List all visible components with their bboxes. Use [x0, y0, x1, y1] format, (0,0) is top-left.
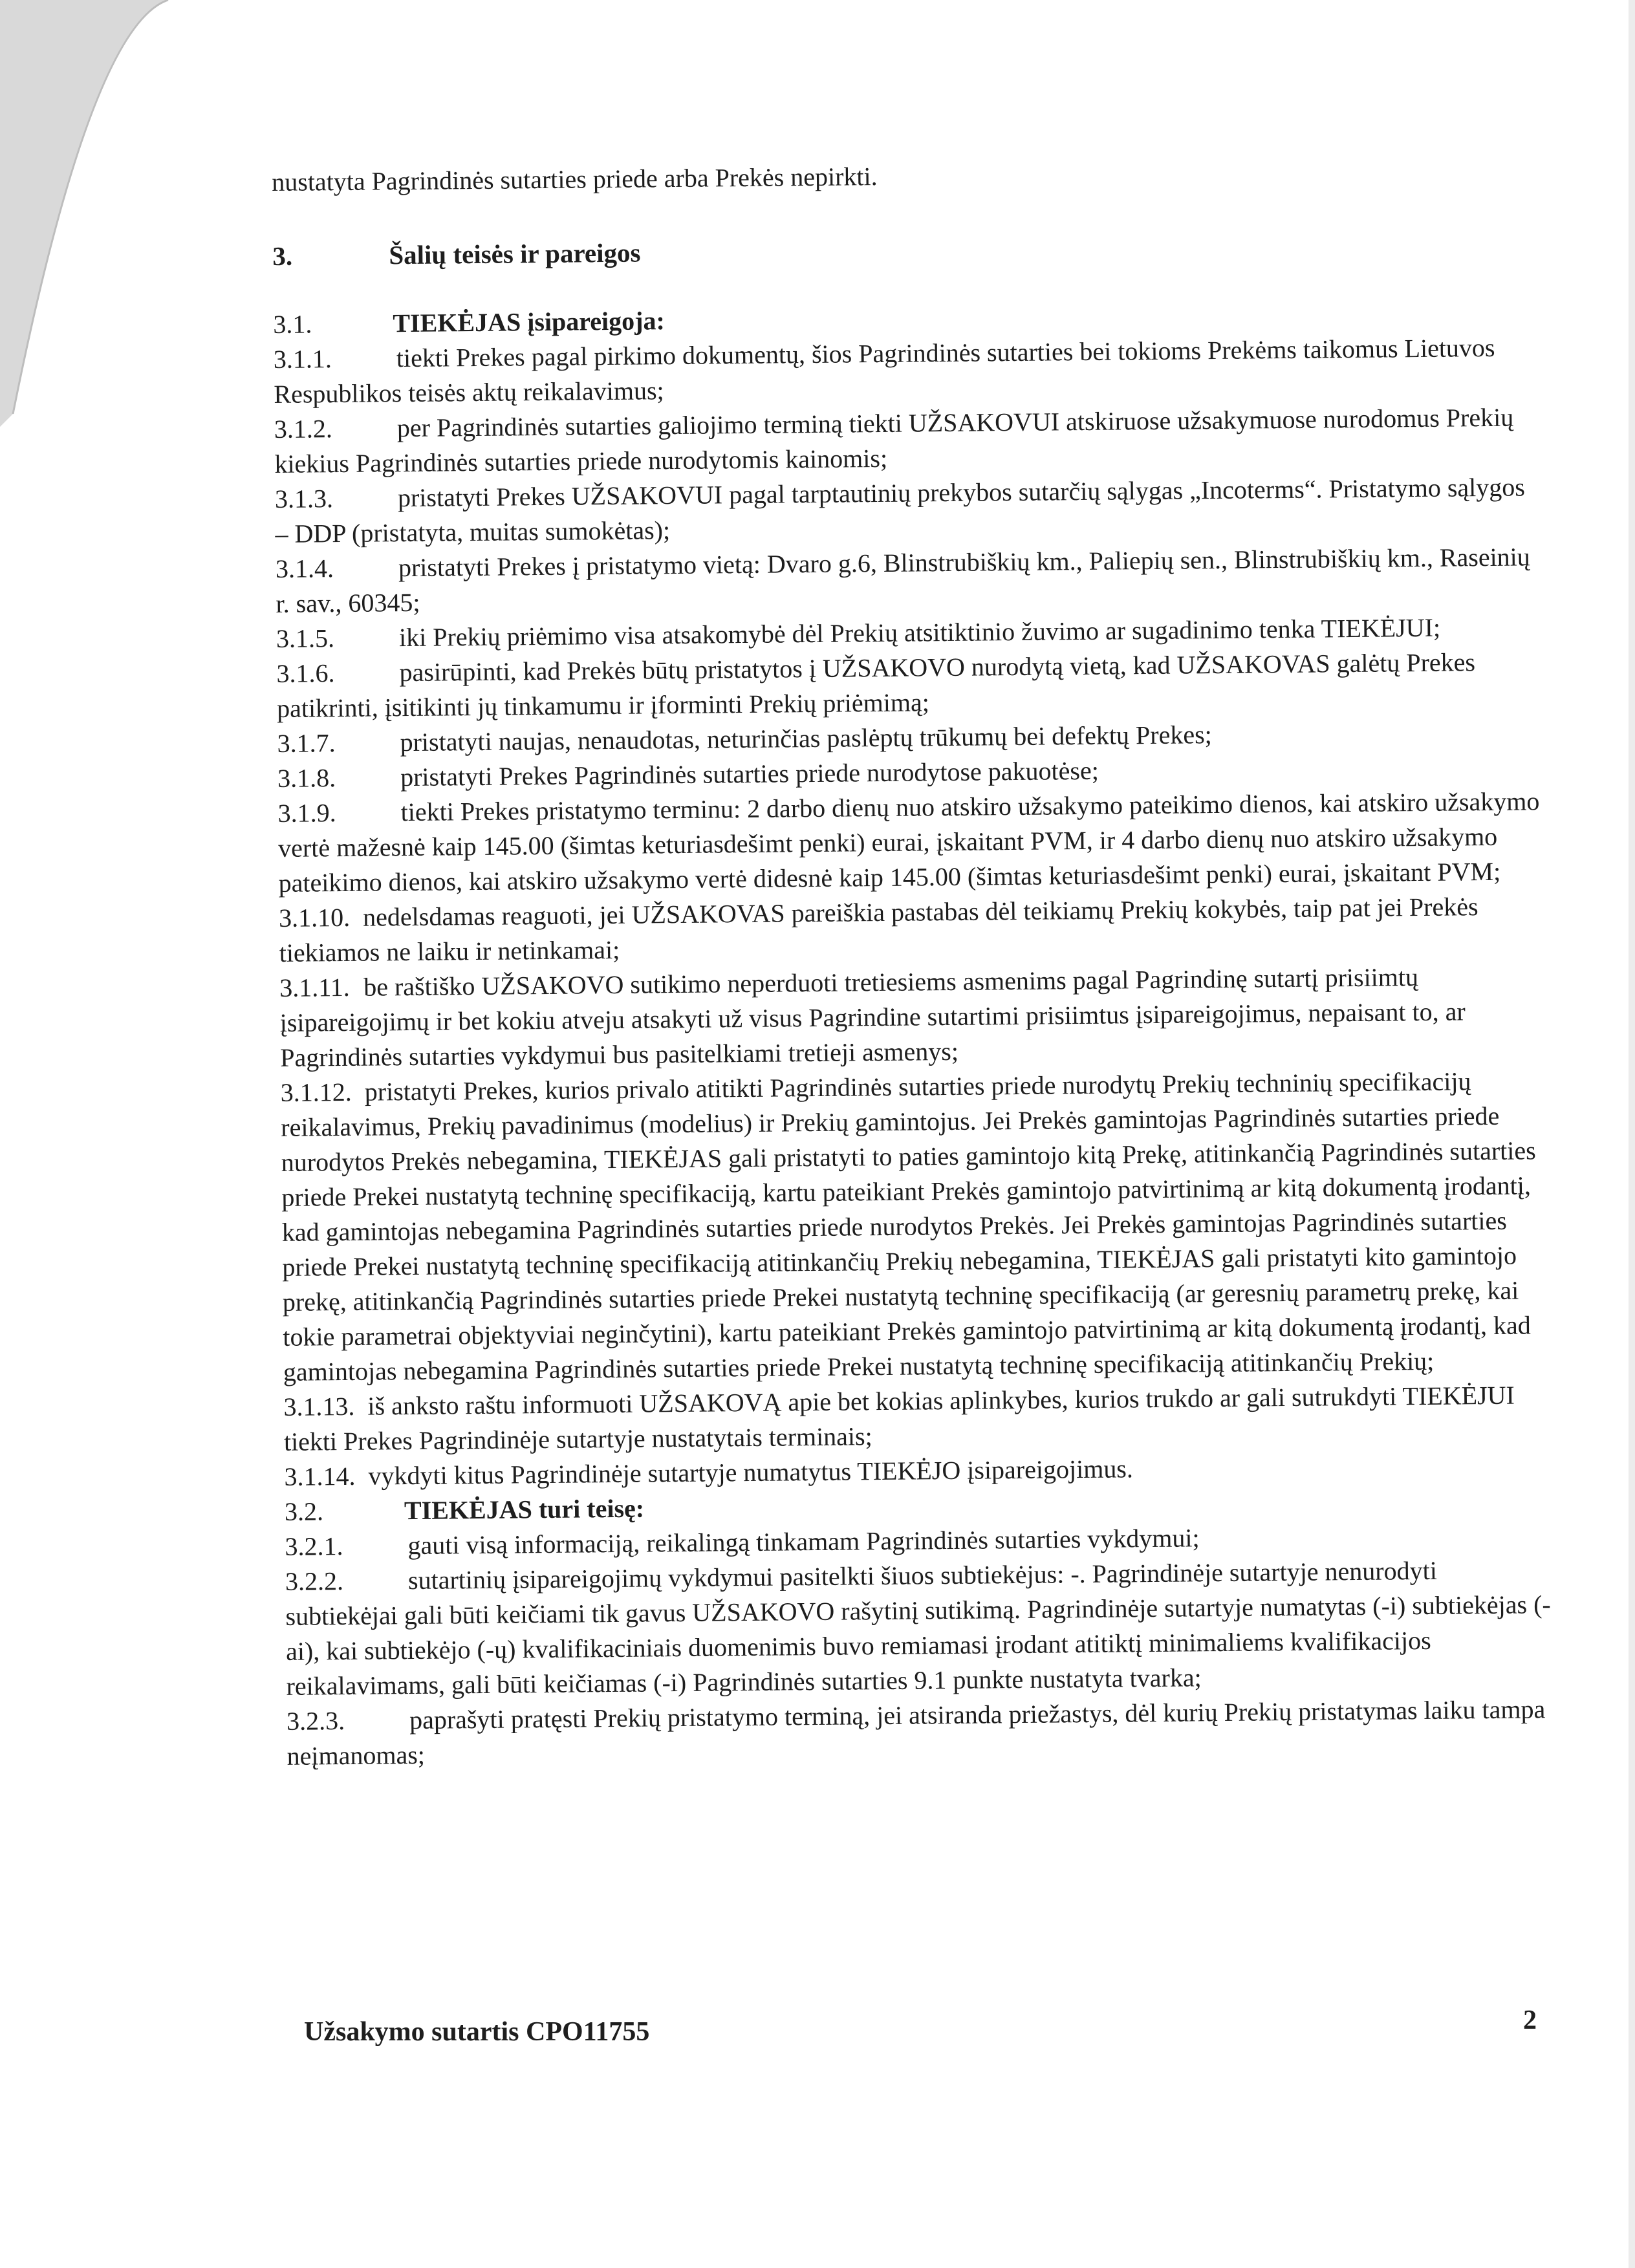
clause-item: [279, 958, 1548, 1075]
clause-item: [277, 784, 1546, 901]
clause-number: 3.2.3.: [286, 1706, 345, 1736]
clause-number: 3.1.8.: [277, 763, 336, 793]
clause-item: [285, 1552, 1554, 1704]
subsection-number: 3.2.: [284, 1496, 324, 1526]
clause-number: 3.1.14.: [284, 1461, 356, 1491]
clause-text: paprašyti pratęsti Prekių pristatymo terminą, jei atsiranda priežastys, dėl kurių Prekių pristatymas laiku tampa neįmanomas;: [287, 1694, 1546, 1771]
clause-text: nedelsdamas reaguoti, jei UŽSAKOVAS pareiškia pastabas dėl teikiamų Prekių kokybės, taip pat jei Prekės tiekiamos ne laiku ir netinkamai;: [279, 892, 1478, 967]
clause-number: 3.1.7.: [277, 728, 336, 758]
clause-number: 3.1.13.: [283, 1391, 355, 1421]
obligations-list: [274, 330, 1552, 1495]
clause-text: tiekti Prekes pristatymo terminu: 2 darbo dienų nuo atskiro užsakymo pateikimo dienos, kai atskiro užsakymo vertė mažesnė kaip 145.00 (šimtas keturiasdešimt penki) eurai, įskaitant PVM, ir 4 darbo dienų nuo atskiro užsakymo pateikimo dienos, kai atskiro užsakymo vertė didesnė kaip 145.00 (šimtas keturiasdešimt penki) eurai, įskaitant PVM;: [277, 786, 1540, 898]
page-number: 2: [1523, 2005, 1537, 2035]
section-number: 3.: [272, 241, 293, 271]
subsection-title: TIEKĖJAS turi teisę:: [404, 1493, 645, 1526]
clause-text: pristatyti naujas, nenaudotas, neturinčias paslėptų trūkumų bei defektų Prekes;: [400, 720, 1212, 757]
clause-number: 3.1.2.: [274, 414, 333, 444]
clause-text: pristatyti Prekes į pristatymo vietą: Dvaro g.6, Blinstrubiškių km., Paliepių sen., Blinstrubiškių km., Raseinių r. sav., 60345;: [276, 542, 1531, 618]
clause-item: [274, 400, 1543, 482]
clause-item: [276, 539, 1544, 621]
clause-number: 3.1.10.: [278, 902, 351, 933]
clause-text: pasirūpinti, kad Prekės būtų pristatytos į UŽSAKOVO nurodytą vietą, kad UŽSAKOVAS galėtų Prekes patikrinti, įsitikinti jų tinkamumu ir įforminti Prekių priėmimą;: [276, 647, 1476, 723]
clause-number: 3.1.11.: [279, 972, 350, 1002]
clause-text: sutartinių įsipareigojimų vykdymui pasitelkti šiuos subtiekėjus: -. Pagrindinėje sutartyje nenurodyti subtiekėjai gali būti keičiami tik gavus UŽSAKOVO rašytinį sutikimą. Pagrindinėje sutartyje numatytas (-i) subtiekėjas (-ai), kai subtiekėjo (-ų) kvalifikaciniais duomenimis buvo remiamasi įrodant atitiktį minimaliems kvalifikacijos reikalavimams, gali būti keičiamas (-i) Pagrindinės sutarties 9.1 punkte nustatyta tvarka;: [285, 1555, 1551, 1701]
clause-text: pristatyti Prekes UŽSAKOVUI pagal tarptautinių prekybos sutarčių sąlygas „Incoterms“. Pristatymo sąlygos – DDP (pristatyta, muitas sumokėtas);: [275, 472, 1526, 548]
clause-text: per Pagrindinės sutarties galiojimo terminą tiekti UŽSAKOVUI atskiruose užsakymuose nurodomus Prekių kiekius Pagrindinės sutarties priede nurodytomis kainomis;: [274, 402, 1514, 479]
clause-text: gauti visą informaciją, reikalingą tinkamam Pagrindinės sutarties vykdymui;: [407, 1523, 1200, 1561]
clause-item: [274, 330, 1542, 412]
clause-number: 3.1.9.: [277, 798, 336, 828]
clause-number: 3.1.1.: [273, 344, 332, 374]
clause-number: 3.1.3.: [274, 484, 334, 513]
clause-item: [283, 1377, 1552, 1460]
section-title: Šalių teisės ir pareigos: [389, 237, 641, 270]
rights-list: [285, 1517, 1555, 1774]
clause-number: 3.1.12.: [280, 1077, 352, 1107]
clause-text: be raštiško UŽSAKOVO sutikimo neperduoti tretiesiems asmenims pagal Pagrindinę sutartį prisiimtų įsipareigojimų ir bet kokiu atveju atsakyti už visus Pagrindine sutartimi prisiimtus įsipareigojimus, nepaisant to, ar Pagrindinės sutarties vykdymui bus pasitelkiami tretieji asmenys;: [279, 962, 1466, 1072]
clause-number: 3.2.1.: [285, 1531, 343, 1561]
clause-text: tiekti Prekes pagal pirkimo dokumentų, šios Pagrindinės sutarties bei tokioms Prekėms taikomus Lietuvos Respublikos teisės aktų reikalavimus;: [274, 332, 1495, 409]
clause-text: vykdyti kitus Pagrindinėje sutartyje numatytus TIEKĖJO įsipareigojimus.: [368, 1454, 1134, 1491]
clause-text: iki Prekių priėmimo visa atsakomybė dėl Prekių atsitiktinio žuvimo ar sugadinimo tenka TIEKĖJUI;: [398, 612, 1441, 653]
clause-number: 3.2.2.: [285, 1566, 344, 1596]
clause-number: 3.1.5.: [276, 623, 335, 653]
clause-item: [279, 889, 1547, 971]
clause-item: [287, 1692, 1555, 1774]
clause-text: pristatyti Prekes Pagrindinės sutarties priede nurodytose pakuotėse;: [400, 755, 1099, 792]
clause-item: [281, 1063, 1552, 1390]
intro-line: nustatyta Pagrindinės sutarties priede arba Prekės nepirkti.: [272, 162, 878, 197]
clause-text: pristatyti Prekes, kurios privalo atitikti Pagrindinės sutarties priede nurodytų Prekių techninių specifikacijų reikalavimus, Prekių pavadinimus (modelius) ir Prekių gamintojus. Jei Prekės gamintojas Pagrindinės sutarties priede nurodytos Prekės nebegamina, TIEKĖJAS gali pristatyti to paties gamintojo kitą Prekę, atitinkančią Pagrindinės sutarties priede Prekei nustatytą techninę specifikaciją, kartu pateikiant Prekės gamintojo patvirtinimą ar kitą dokumentą įrodantį, kad gamintojas nebegamina Pagrindinės sutarties priede nurodytos Prekės. Jei Prekės gamintojas Pagrindinės sutarties priede Prekei nustatytą techninę specifikaciją atitinkančių Prekių nebegamina, TIEKĖJAS gali pristatyti kito gamintojo prekę, atitinkančią Pagrindinės sutarties priede Prekei nustatytą techninę specifikaciją (ar geresnių parametrų prekę, kai tokie parametrai objektyviai neginčytini), kartu pateikiant Prekės gamintojo patvirtinimą ar kitą dokumentą įrodantį, kad gamintojas nebegamina Pagrindinės sutarties priede Prekei nustatytą techninę specifikaciją atitinkančių Prekių;: [281, 1066, 1536, 1387]
subsection-title: TIEKĖJAS įsipareigoja:: [393, 306, 665, 338]
footer-contract-title: Užsakymo sutartis CPO11755: [304, 2017, 650, 2047]
clause-text: iš anksto raštu informuoti UŽSAKOVĄ apie bet kokias aplinkybes, kurios trukdo ar gali sutrukdyti TIEKĖJUI tiekti Prekes Pagrindinėje sutartyje nustatytais terminais;: [283, 1380, 1515, 1456]
clause-number: 3.1.4.: [275, 554, 334, 583]
clause-number: 3.1.6.: [276, 658, 335, 688]
subsection-number: 3.1.: [273, 309, 312, 339]
clause-item: [275, 470, 1543, 552]
clause-item: [276, 644, 1544, 726]
document-page: [272, 153, 1555, 1774]
section-3-heading: [272, 226, 1540, 274]
